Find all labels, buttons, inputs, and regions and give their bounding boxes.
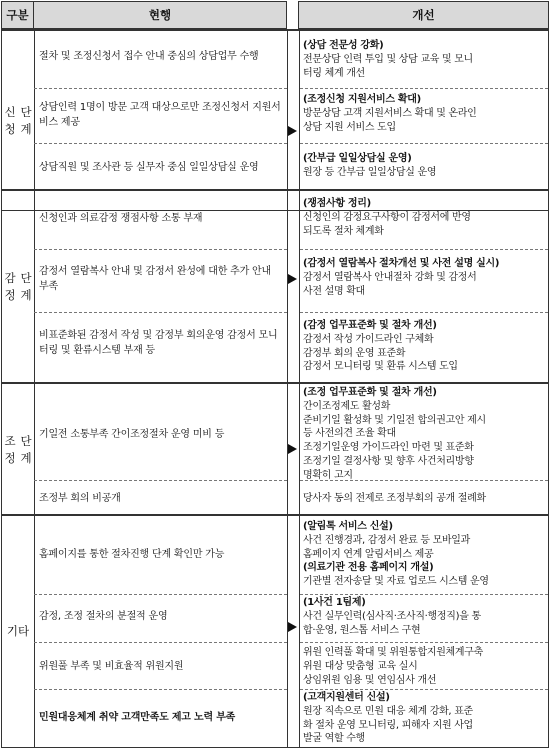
improvement-item bbox=[300, 689, 548, 746]
row-divider bbox=[34, 312, 287, 313]
row-divider bbox=[34, 88, 287, 89]
current-item: 절차 및 조정신청서 접수 안내 중심의 상담업무 수행 bbox=[39, 50, 259, 62]
comparison-table bbox=[1, 1, 549, 748]
arrow-right-icon bbox=[288, 274, 297, 284]
arrow-right-icon bbox=[288, 622, 297, 632]
row-divider bbox=[34, 594, 287, 595]
current-item: 상담인력 1명이 방문 고객 대상으로만 조정신청서 지원서비스 제공 bbox=[39, 102, 281, 128]
arrow-right-icon bbox=[288, 126, 297, 136]
row-divider bbox=[300, 143, 548, 144]
current-item: 민원대응체계 취약 고객만족도 제고 노력 부족 bbox=[39, 711, 236, 723]
improvement-item bbox=[300, 384, 548, 483]
improvement-line: 원장 등 간부급 일일상담실 운영 bbox=[303, 166, 437, 178]
section-label: 조정 단계 bbox=[2, 384, 35, 515]
improvement-item bbox=[300, 644, 548, 687]
current-item: 기일전 소통부족 간이조정절차 운영 미비 등 bbox=[39, 428, 225, 440]
improvement-line: 조정기일 결정사항 및 향후 사건처리방향 bbox=[303, 455, 474, 467]
current-item: 홈페이지를 통한 절차진행 단계 확인만 가능 bbox=[39, 548, 225, 560]
improvement-line: 홈페이지 연계 알림서비스 제공 bbox=[303, 548, 434, 560]
improvement-item bbox=[300, 195, 548, 238]
improvement-line: 터링 체계 개선 bbox=[303, 67, 365, 79]
section-appraisal bbox=[1, 189, 549, 384]
improvement-line: 합·운영, 원스톱 서비스 구현 bbox=[303, 624, 421, 636]
improvement-line: 감정부 회의 운영 표준화 bbox=[303, 347, 406, 359]
header-improvement: 개선 bbox=[298, 1, 549, 29]
row-divider bbox=[300, 480, 548, 481]
improvement-line: 위원 대상 맞춤형 교육 실시 bbox=[303, 660, 418, 672]
improvement-item bbox=[300, 37, 548, 80]
improvement-title: (감정 업무표준화 및 절차 개선) bbox=[303, 320, 437, 331]
improvement-line: 당사자 동의 전제로 조정부회의 공개 절례화 bbox=[303, 493, 486, 504]
improvement-item bbox=[300, 150, 548, 180]
improvement-line: 명확히 고지 bbox=[303, 469, 353, 481]
improvement-title: (조정신청 지원서비스 확대) bbox=[303, 94, 421, 105]
improvement-item bbox=[300, 490, 548, 506]
section-label: 감정 단계 bbox=[2, 191, 35, 383]
current-item: 상담직원 및 조사관 등 실무자 중심 일일상담실 운영 bbox=[39, 161, 259, 173]
improvement-line: 조정기일운영 가이드라인 마련 및 표준화 bbox=[303, 442, 474, 454]
row-divider bbox=[300, 642, 548, 643]
row-divider bbox=[300, 249, 548, 250]
improvement-line: 사건 진행경과, 감정서 완료 등 모바일과 bbox=[303, 534, 471, 546]
improvement-line: 기관별 전자송달 및 자료 업로드 시스템 운영 bbox=[303, 576, 489, 588]
improvement-title: (조정 업무표준화 및 절차 개선) bbox=[303, 387, 437, 398]
row-divider bbox=[300, 88, 548, 89]
improvement-line: 원장 직속으로 민원 대응 체계 강화, 표준 bbox=[303, 705, 473, 717]
row-divider bbox=[34, 143, 287, 144]
improvement-line: 상담 지원 서비스 도입 bbox=[303, 121, 396, 133]
current-item: 감정, 조정 절차의 분절적 운영 bbox=[39, 610, 168, 622]
row-divider bbox=[34, 689, 287, 690]
improvement-item bbox=[300, 317, 548, 374]
improvement-title: (간부급 일일상담실 운영) bbox=[303, 153, 412, 164]
current-item: 조정부 회의 비공개 bbox=[39, 492, 121, 504]
section-other bbox=[1, 514, 549, 748]
improvement-item bbox=[300, 594, 548, 637]
current-item: 비표준화된 감정서 작성 및 감정부 회의운영 감정서 모니터링 및 환류시스템 부재 등 bbox=[39, 330, 278, 356]
row-divider bbox=[300, 312, 548, 313]
section-mediation bbox=[1, 382, 549, 516]
column-divider bbox=[287, 31, 288, 210]
improvement-line: 전문상담 인력 투입 및 상담 교육 및 모니 bbox=[303, 53, 473, 65]
arrow-right-icon bbox=[288, 444, 297, 454]
improvement-title: (감정서 열람복사 절차개선 및 사전 설명 실시) bbox=[303, 258, 500, 269]
improvement-title: (쟁점사항 정리) bbox=[303, 198, 371, 209]
improvement-title: (알림톡 서비스 신설) bbox=[303, 521, 393, 532]
current-item: 감정서 열람복사 안내 및 감정서 완성에 대한 추가 안내 부족 bbox=[39, 266, 271, 292]
improvement-title: (상담 전문성 강화) bbox=[303, 40, 384, 51]
improvement-line: 간이조정제도 활성화 bbox=[303, 400, 391, 412]
improvement-title: (의료기관 전용 홈페이지 개설) bbox=[303, 562, 434, 574]
improvement-line: 발굴 역할 수행 bbox=[303, 733, 365, 745]
improvement-line: 되도록 절차 체계화 bbox=[303, 225, 384, 237]
current-item: 위원풀 부족 및 비효율적 위원지원 bbox=[39, 660, 184, 672]
improvement-item bbox=[300, 518, 548, 589]
improvement-line: 방문상담 고객 지원서비스 확대 및 온라인 bbox=[303, 107, 477, 119]
column-divider bbox=[287, 191, 288, 383]
improvement-line: 신청인의 감정요구사항이 감정서에 반영 bbox=[303, 211, 471, 223]
section-application bbox=[1, 29, 549, 211]
header-category: 구분 bbox=[1, 1, 34, 29]
improvement-item bbox=[300, 255, 548, 298]
improvement-line: 사전 설명 확대 bbox=[303, 285, 365, 297]
improvement-line: 감정서 열람복사 안내절차 강화 및 감정서 bbox=[303, 271, 477, 283]
row-divider bbox=[34, 642, 287, 643]
improvement-line: 위원 인력풀 확대 및 위원통합지원체계구축 bbox=[303, 647, 483, 658]
header-current: 현행 bbox=[33, 1, 287, 29]
improvement-line: 감정서 모니터링 및 환류 시스템 도입 bbox=[303, 361, 458, 373]
improvement-title: (고객지원센터 신설) bbox=[303, 692, 390, 703]
improvement-line: 사건 실무인력(심사직·조사직·행정직)을 통 bbox=[303, 610, 481, 622]
improvement-line: 화 절차 운영 모니터링, 피해자 지원 사업 bbox=[303, 719, 473, 731]
section-label: 기타 bbox=[2, 516, 35, 747]
current-item: 신청인과 의료감정 쟁점사항 소통 부재 bbox=[39, 212, 203, 224]
improvement-line: 등 사전의견 조율 확대 bbox=[303, 428, 396, 440]
improvement-line: 상임위원 임용 및 연임심사 개선 bbox=[303, 674, 437, 686]
section-label: 신청 단계 bbox=[2, 31, 35, 210]
improvement-item bbox=[300, 91, 548, 134]
improvement-line: 감정서 작성 가이드라인 구체화 bbox=[303, 333, 434, 345]
improvement-title: (1사건 1팀제) bbox=[303, 597, 366, 608]
improvement-line: 준비기일 활성화 및 기일전 합의권고안 제시 bbox=[303, 414, 486, 426]
row-divider bbox=[34, 480, 287, 481]
row-divider bbox=[34, 249, 287, 250]
